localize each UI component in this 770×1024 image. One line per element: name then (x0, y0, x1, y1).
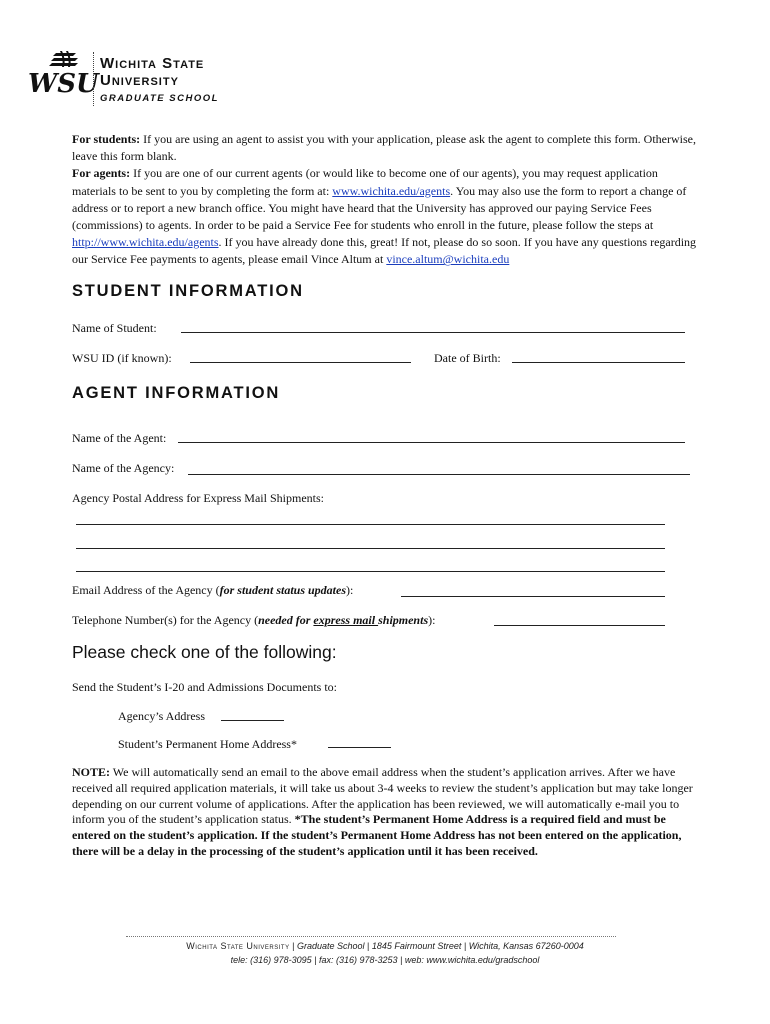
option-agency-label: Agency’s Address (118, 709, 205, 723)
footer-school: Graduate School (296, 941, 365, 951)
footer-divider (126, 936, 616, 937)
option-home-label: Student’s Permanent Home Address* (118, 737, 297, 751)
agents-text-3: . If you have already done this, great! If not, please do so soon. If you have any questions regarding our Service Fee payments to agents, please email Vince Altum at (72, 235, 697, 267)
note-bold-text: *The student’s Permanent Home Address is a required field and must be entered on the student’s application. If the student’s Permanent Home Address has not been entered on the application, there will be a delay in the processing of the student’s application until it has been received. (72, 812, 682, 858)
agents-text-1: If you are one of our current agents (or would like to become one of our agents), you may request application materials to be sent to you by completing the form at: (72, 166, 658, 198)
note-text: We will automatically send an email to the above email address when the student’s application arrives. After we have received all required application materials, it will take us about 3-4 weeks to review the student’s application but may take longer depending on our current volume of applications. After the application has been reviewed, we will automatically e-mail you to inform you of the student’s application status. (72, 765, 693, 827)
university-name-line1: Wichita State (100, 55, 205, 72)
agency-name-field[interactable] (188, 474, 690, 475)
agent-info-heading: AGENT INFORMATION (72, 384, 281, 402)
agent-name-field[interactable] (178, 442, 685, 443)
students-text: If you are using an agent to assist you with your application, please ask the agent to complete this form. Otherwise, leave this form blank. (72, 132, 696, 164)
student-info-heading: STUDENT INFORMATION (72, 282, 304, 300)
agents-link-2[interactable]: http://www.wichita.edu/agents (72, 235, 219, 250)
intro-paragraph (72, 131, 702, 269)
agency-phone-field[interactable] (494, 625, 665, 626)
option-agency-check[interactable] (221, 720, 284, 721)
footer-address: 1845 Fairmount Street | Wichita, Kansas 67260-0004 (371, 941, 584, 951)
student-name-label: Name of Student: (72, 321, 157, 335)
footer-university: Wichita State University (186, 941, 290, 951)
postal-address-line-1[interactable] (76, 524, 665, 525)
logo-divider (93, 52, 94, 106)
wsu-logo (26, 50, 99, 100)
student-name-field[interactable] (181, 332, 685, 333)
agency-email-label: Email Address of the Agency (for student status updates): (72, 583, 354, 597)
agent-email-link[interactable]: vince.altum@wichita.edu (386, 252, 510, 267)
students-label: For students: (72, 132, 141, 146)
agency-email-field[interactable] (401, 596, 665, 597)
postal-address-line-2[interactable] (76, 548, 665, 549)
agency-name-label: Name of the Agency: (72, 461, 175, 475)
footer-contact: tele: (316) 978-3095 | fax: (316) 978-3253 | web: www.wichita.edu/gradschool (230, 955, 540, 965)
postal-address-line-3[interactable] (76, 571, 665, 572)
university-name-line2: University (100, 72, 179, 89)
postal-address-label: Agency Postal Address for Express Mail Shipments: (72, 491, 324, 505)
note-label: NOTE: (72, 765, 111, 779)
agents-text-2: . You may also use the form to report a change of address or to report a new branch office. You might have heard that the University has approved our paying Service Fees (commissions) to agents. In order to be paid a Service Fee for students who enroll in the future, please follow the steps at (72, 183, 687, 233)
check-heading: Please check one of the following: (72, 642, 337, 662)
footer-line-1: Wichita State University | Graduate School | 1845 Fairmount Street | Wichita, Kansas 67260-0004 (186, 941, 584, 951)
university-wordmark (100, 55, 219, 104)
logo-mark-text: WSU (28, 69, 99, 99)
option-home-check[interactable] (328, 747, 391, 748)
agents-link-1[interactable]: www.wichita.edu/agents (332, 183, 451, 198)
agent-name-label: Name of the Agent: (72, 431, 167, 445)
dob-field[interactable] (512, 362, 685, 363)
agents-label: For agents: (72, 166, 131, 181)
dob-label: Date of Birth: (434, 351, 501, 365)
wsu-id-label: WSU ID (if known): (72, 351, 172, 365)
note-paragraph (72, 765, 697, 860)
send-documents-label: Send the Student’s I-20 and Admissions Documents to: (72, 680, 337, 694)
wsu-id-field[interactable] (190, 362, 411, 363)
agency-phone-label: Telephone Number(s) for the Agency (needed for express mail shipments): (72, 613, 436, 627)
school-name: GRADUATE SCHOOL (100, 93, 219, 104)
